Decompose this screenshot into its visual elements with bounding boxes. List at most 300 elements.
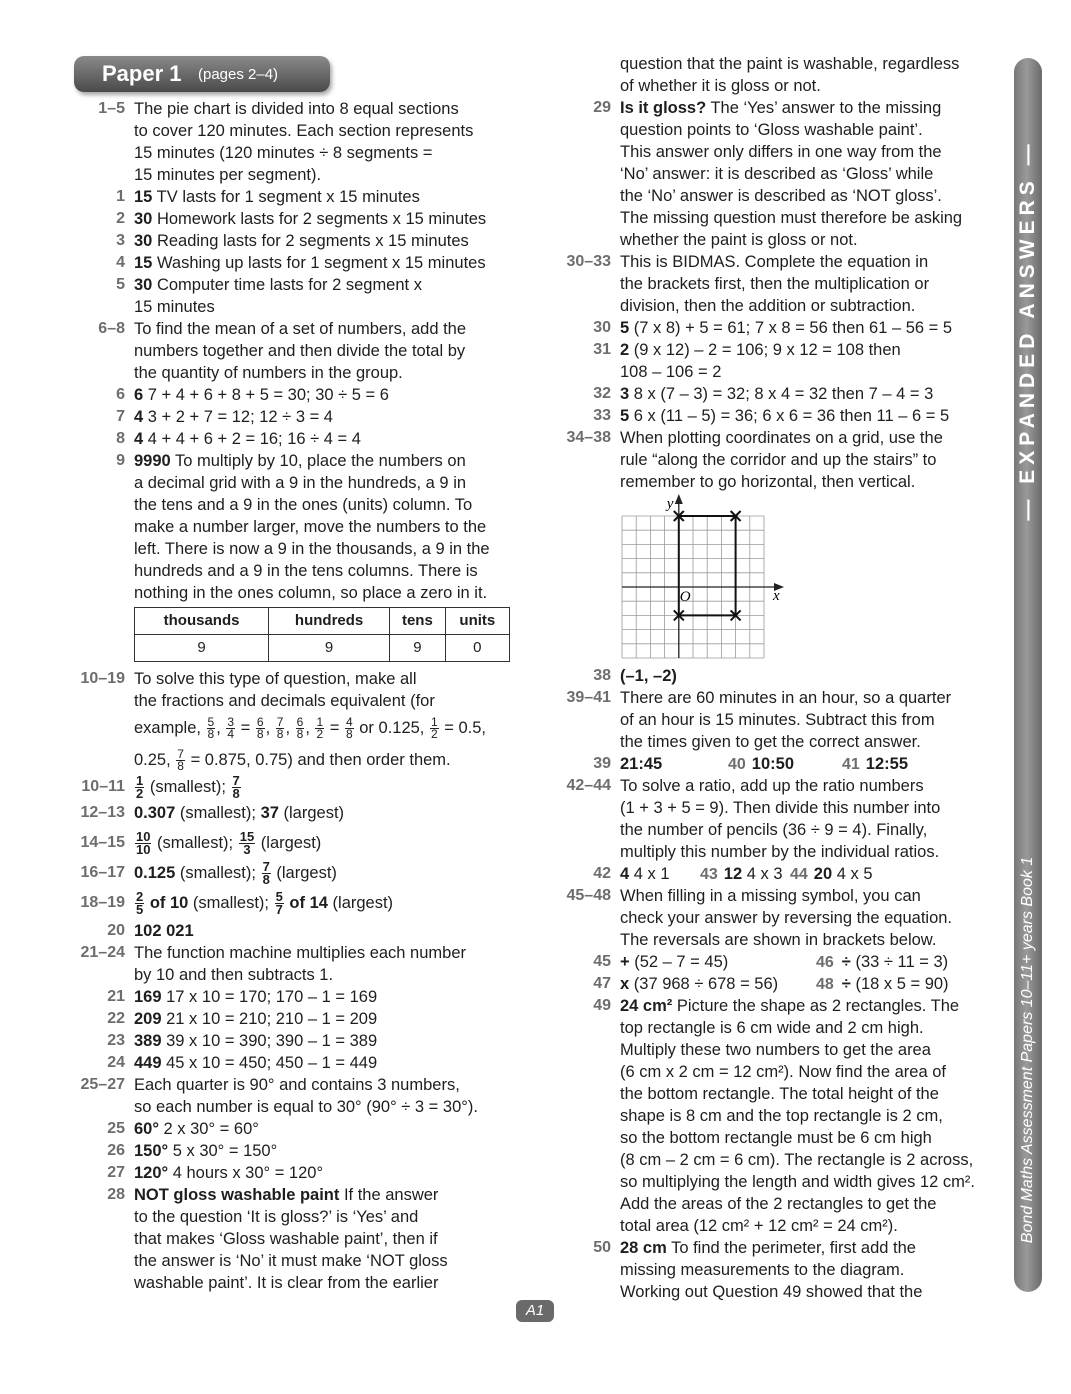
text-line (134, 920, 194, 942)
question-number: 48 (816, 976, 834, 993)
fraction (275, 891, 284, 916)
answer-explanation: The ‘Yes’ answer to the missing (706, 99, 942, 117)
text: 4 x 5 (832, 865, 873, 883)
text-line (134, 802, 344, 824)
text: (largest) (278, 804, 345, 822)
column-header: hundreds (269, 608, 390, 635)
text: 0.25, (134, 751, 176, 769)
question-number: 20 (107, 922, 125, 939)
numerator: 1 (430, 715, 438, 730)
paper-pages: (pages 2–4) (198, 66, 279, 83)
text: = 0.5, (439, 719, 486, 737)
answer-explanation: 4 hours x 30° = 120° (168, 1164, 324, 1182)
text-line (134, 252, 486, 274)
text-line: hundreds and a 9 in the tens columns. There is (134, 562, 478, 580)
answer-24 (107, 1052, 378, 1074)
fraction (135, 775, 144, 800)
fraction (135, 831, 151, 856)
text-line: to the question ‘It is gloss?’ is ‘Yes’ and (134, 1208, 419, 1226)
question-number: 21 (107, 988, 125, 1005)
text-line: When plotting coordinates on a grid, use the (620, 429, 943, 447)
place-value-table (134, 607, 510, 662)
question-number: 5 (116, 276, 125, 293)
text-line (134, 406, 333, 428)
denominator: 8 (256, 727, 264, 742)
numerator: 7 (232, 773, 240, 789)
denominator: 7 (275, 902, 283, 918)
answer-10-19 (80, 668, 486, 776)
column-header: thousands (135, 608, 269, 635)
answer-value: 389 (134, 1032, 162, 1050)
numerator: 3 (227, 715, 235, 730)
coordinate-grid (615, 494, 795, 662)
text-line: so the bottom rectangle must be 6 cm high (620, 1129, 932, 1147)
answer-12-13 (80, 802, 345, 824)
answer-explanation: 17 x 10 = 170; 170 – 1 = 169 (161, 988, 378, 1006)
table-cell: 0 (445, 635, 509, 662)
answer-value: 12 (723, 865, 743, 883)
text-line (620, 383, 933, 405)
text-line: multiply this number by the individual ratios. (620, 843, 940, 861)
question-number: 18–19 (80, 894, 125, 911)
text-line: to cover 120 minutes. Each section represents (134, 122, 474, 140)
text-line: missing measurements to the diagram. (620, 1261, 905, 1279)
answer-explanation: 21 x 10 = 210; 210 – 1 = 209 (161, 1010, 378, 1028)
answer-7 (116, 406, 333, 428)
text-line: When filling in a missing symbol, you can (620, 887, 921, 905)
fraction (315, 717, 324, 740)
text-line: The pie chart is divided into 8 equal sections (134, 100, 459, 118)
answer-value: 5 (620, 407, 630, 425)
text-line: To solve this type of question, make all (134, 670, 417, 688)
text: = (236, 719, 255, 737)
answer-explanation: 2 x 30° = 60° (158, 1120, 259, 1138)
text-line: rule “along the corridor and up the stairs” to (620, 451, 937, 469)
question-number: 28 (107, 1186, 125, 1203)
text: (smallest); (145, 778, 231, 796)
numerator: 6 (256, 715, 264, 730)
paper-heading (74, 56, 330, 92)
text-line (134, 1030, 377, 1052)
answer-value: 449 (134, 1054, 162, 1072)
question-number: 27 (107, 1164, 125, 1181)
numerator: 15 (239, 829, 255, 845)
answer-explanation: 5 x 30° = 150° (168, 1142, 278, 1160)
text-line: of an hour is 15 minutes. Subtract this from (620, 711, 935, 729)
text-line: of whether it is gloss or not. (620, 77, 821, 95)
answer-value: 30 (134, 276, 153, 294)
text-line: ‘No’ answer: it is described as ‘Gloss’ while (620, 165, 934, 183)
answer-value: 15 (134, 188, 153, 206)
text-line: Multiply these two numbers to get the area (620, 1041, 931, 1059)
y-axis-label: y (666, 496, 674, 512)
text-line: 15 minutes (120 minutes ÷ 8 segments = (134, 144, 433, 162)
answer-value: x (620, 975, 630, 993)
answer-value: 5 (620, 319, 630, 337)
text: (largest) (271, 864, 337, 882)
fraction (135, 891, 144, 916)
text-line (134, 274, 422, 296)
table-header-row (135, 608, 510, 635)
text-line: the bottom rectangle. The total height of the (620, 1085, 939, 1103)
answer-value: 9990 (134, 452, 171, 470)
text: (52 – 7 = 45) (629, 953, 729, 971)
answer-30 (593, 317, 953, 339)
text-line (134, 1184, 448, 1206)
denominator: 5 (136, 902, 144, 918)
numerator: 2 (136, 889, 144, 905)
answer-value: 169 (134, 988, 162, 1006)
question-number: 21–24 (80, 944, 125, 961)
answer-explanation: To find the perimeter, first add the (666, 1239, 916, 1257)
answer-value: NOT gloss washable paint (134, 1186, 340, 1204)
text-line: so each number is equal to 30° (90° ÷ 3 = 30°). (134, 1098, 478, 1116)
answer-value: of 14 (284, 894, 328, 912)
numerator: 1 (136, 773, 144, 789)
denominator: 8 (276, 727, 284, 742)
numerator: 4 (345, 715, 353, 730)
answer-18-19 (80, 888, 394, 918)
text-line: 108 – 106 = 2 (620, 363, 722, 381)
text-line: whether the paint is gloss or not. (620, 231, 858, 249)
text-line: washable paint’. It is clear from the earlier (134, 1274, 439, 1292)
text-line: To find the mean of a set of numbers, add the (134, 320, 467, 338)
text-line (134, 1162, 323, 1184)
question-number: 32 (593, 385, 611, 402)
text-line: top rectangle is 6 cm wide and 2 cm high. (620, 1019, 924, 1037)
answer-value: of 10 (145, 894, 189, 912)
text-line (134, 384, 389, 406)
question-number: 50 (593, 1239, 611, 1256)
answer-value: 0.125 (134, 864, 176, 882)
text-line: by 10 and then subtracts 1. (134, 966, 334, 984)
answers-42-44 (593, 863, 1000, 885)
text-line: The function machine multiplies each number (134, 944, 467, 962)
question-number: 34–38 (566, 429, 611, 446)
table-cell: 9 (390, 635, 446, 662)
answer-value: ÷ (841, 975, 851, 993)
x-axis-label: x (773, 588, 780, 604)
text-line: (6 cm x 2 cm = 12 cm²). Now find the area of (620, 1063, 946, 1081)
text-line: Add the areas of the 2 rectangles to get the (620, 1195, 937, 1213)
text: (largest) (256, 834, 322, 852)
text-line: the ‘No’ answer is described as ‘NOT gloss’. (620, 187, 942, 205)
answer-value: 15 (134, 254, 153, 272)
text: , (265, 719, 275, 737)
denominator: 4 (227, 727, 235, 742)
question-number: 38 (593, 667, 611, 684)
text-line: left. There is now a 9 in the thousands, a 9 in the (134, 540, 490, 558)
text-line: division, then the addition or subtraction. (620, 297, 916, 315)
denominator: 8 (262, 872, 270, 888)
text: or 0.125, (354, 719, 429, 737)
text-line (134, 208, 486, 230)
question-number: 1–5 (98, 100, 125, 117)
text: (37 968 ÷ 678 = 56) (629, 975, 779, 993)
text-line (134, 450, 490, 472)
table-cell: 9 (135, 635, 269, 662)
answer-explanation: Picture the shape as 2 rectangles. The (672, 997, 960, 1015)
answer-29 (593, 97, 963, 251)
question-number: 40 (728, 756, 746, 773)
text-line: (1 + 3 + 5 = 9). Then divide this number into (620, 799, 941, 817)
answer-38 (593, 665, 677, 687)
question-number: 10–11 (81, 778, 125, 795)
text-line: question that the paint is washable, regardless (620, 55, 960, 73)
denominator: 2 (430, 727, 438, 742)
question-number: 23 (107, 1032, 125, 1049)
answer-26 (107, 1140, 278, 1162)
answer-3 (116, 230, 469, 252)
text-line: the answer is ‘No’ it must make ‘NOT gloss (134, 1252, 448, 1270)
text-line: 15 minutes (134, 298, 215, 316)
question-number: 24 (107, 1054, 125, 1071)
answer-49 (593, 995, 975, 1237)
text-line: that makes ‘Gloss washable paint’, then if (134, 1230, 438, 1248)
denominator: 8 (177, 759, 184, 774)
answer-20 (107, 920, 194, 942)
text-line: remember to go horizontal, then vertical. (620, 473, 916, 491)
answer-25-27 (80, 1074, 478, 1118)
numerator: 1 (316, 715, 324, 730)
text-line: question points to ‘Gloss washable paint’. (620, 121, 923, 139)
answer-value: 209 (134, 1010, 162, 1028)
answer-value: 6 (134, 386, 144, 404)
answer-value: 10:50 (751, 755, 794, 773)
answer-explanation: 6 x (11 – 5) = 36; 6 x 6 = 36 then 11 – 6 = 5 (629, 407, 950, 425)
y-axis-arrow (675, 494, 683, 504)
text-line: the brackets first, then the multiplication or (620, 275, 930, 293)
answer-value: 102 021 (134, 922, 194, 940)
column-header: tens (390, 608, 446, 635)
answer-value: ÷ (841, 953, 851, 971)
table-cell: 9 (269, 635, 390, 662)
question-number: 3 (116, 232, 125, 249)
question-number: 43 (700, 866, 718, 883)
fraction (430, 717, 439, 740)
text-line (134, 428, 361, 450)
denominator: 2 (316, 727, 324, 742)
answer-50 (593, 1237, 923, 1303)
answer-value: 24 cm² (620, 997, 673, 1015)
answer-25 (107, 1118, 259, 1140)
question-number: 16–17 (80, 864, 125, 881)
fraction (239, 831, 255, 856)
text: (smallest); (175, 864, 261, 882)
answer-34-38 (566, 427, 943, 493)
answer-explanation: TV lasts for 1 segment x 15 minutes (152, 188, 420, 206)
text-line: Each quarter is 90° and contains 3 numbers, (134, 1076, 460, 1094)
text-line: 15 minutes per segment). (134, 166, 322, 184)
answer-value: 150° (134, 1142, 169, 1160)
fraction (276, 717, 285, 740)
answer-explanation: Computer time lasts for 2 segment x (152, 276, 422, 294)
question-number: 33 (593, 407, 611, 424)
origin-label: O (679, 589, 691, 605)
text-line (134, 1140, 277, 1162)
question-number: 31 (593, 341, 611, 358)
question-number: 46 (816, 954, 834, 971)
question-number: 47 (593, 975, 611, 992)
answer-33 (593, 405, 950, 427)
answer-28 (107, 1184, 448, 1294)
fraction (256, 717, 265, 740)
question-number: 26 (107, 1142, 125, 1159)
fraction (226, 717, 235, 740)
answer-explanation: 45 x 10 = 450; 450 – 1 = 449 (161, 1054, 378, 1072)
text-line: check your answer by reversing the equation. (620, 909, 953, 927)
text: (smallest); (175, 804, 261, 822)
answer-31 (593, 339, 901, 383)
answer-value: 37 (260, 804, 279, 822)
text: , (305, 719, 315, 737)
answer-9 (116, 450, 490, 604)
answer-2 (116, 208, 487, 230)
answer-16-17 (80, 858, 337, 888)
numerator: 7 (177, 747, 184, 762)
text: (largest) (327, 894, 394, 912)
answer-value: 3 (620, 385, 630, 403)
text: = 0.875, 0.75) and then order them. (185, 751, 451, 769)
text-line (620, 405, 949, 427)
question-number: 25–27 (80, 1076, 125, 1093)
text-line: a decimal grid with a 9 in the hundreds, a 9 in (134, 474, 467, 492)
numerator: 5 (275, 889, 283, 905)
question-number: 8 (116, 430, 125, 447)
text: (smallest); (152, 834, 238, 852)
text-line (134, 986, 377, 1008)
denominator: 10 (136, 842, 151, 858)
text-line: numbers together and then divide the total by (134, 342, 466, 360)
question-number: 45 (593, 953, 611, 970)
denominator: 8 (207, 727, 215, 742)
text: (smallest); (188, 894, 274, 912)
answer-explanation: (7 x 8) + 5 = 61; 7 x 8 = 56 then 61 – 56 = 5 (629, 319, 953, 337)
text-line (134, 186, 420, 208)
answer-45-48 (566, 885, 953, 951)
answer-1 (116, 186, 420, 208)
answer-value: + (620, 953, 630, 971)
answer-value: 2 (620, 341, 630, 359)
text-line: nothing in the ones column, so place a zero in it. (134, 584, 488, 602)
text: (33 ÷ 11 = 3) (850, 953, 949, 971)
text-line (134, 230, 469, 252)
answer-21 (107, 986, 378, 1008)
text: example, (134, 719, 206, 737)
fraction (262, 861, 271, 886)
answer-23 (107, 1030, 378, 1052)
text: , (285, 719, 295, 737)
answer-explanation: 7 + 4 + 6 + 8 + 5 = 30; 30 ÷ 5 = 6 (143, 386, 389, 404)
question-number: 29 (593, 99, 611, 116)
answer-4 (116, 252, 486, 274)
text-line (620, 1237, 922, 1259)
answer-32 (593, 383, 934, 405)
answer-21-24 (80, 942, 467, 986)
text-line (134, 1008, 377, 1030)
question-number: 30 (593, 319, 611, 336)
answer-value: 120° (134, 1164, 169, 1182)
text-line (620, 317, 952, 339)
text: (18 x 5 = 90) (850, 975, 949, 993)
fraction (345, 717, 354, 740)
question-number: 42 (593, 865, 611, 882)
text-line: There are 60 minutes in an hour, so a quarter (620, 689, 952, 707)
answer-14-15 (80, 828, 322, 858)
question-number: 39–41 (566, 689, 611, 706)
answer-6-8 (98, 318, 467, 384)
table-row (135, 635, 510, 662)
answer-explanation: 39 x 10 = 390; 390 – 1 = 389 (161, 1032, 378, 1050)
answer-10-11 (81, 772, 242, 802)
answer-explanation: Washing up lasts for 1 segment x 15 minutes (152, 254, 486, 272)
sidebar-book-title: Bond Maths Assessment Papers 10–11+ years Book 1 (1019, 856, 1036, 1244)
denominator: 3 (243, 842, 251, 858)
answer-value: 12:55 (865, 755, 908, 773)
answer-22 (107, 1008, 378, 1030)
text-line (620, 339, 901, 361)
fraction (207, 717, 216, 740)
answer-value: 4 (134, 430, 144, 448)
text-line (620, 665, 677, 687)
text-line (134, 712, 486, 744)
answer-value: 60° (134, 1120, 159, 1138)
question-number: 39 (593, 755, 611, 772)
text-line: The missing question must therefore be asking (620, 209, 963, 227)
question-number: 6 (116, 386, 125, 403)
answer-value: 30 (134, 232, 153, 250)
text-line: the fractions and decimals equivalent (for (134, 692, 435, 710)
denominator: 8 (232, 786, 240, 802)
text-line: total area (12 cm² + 12 cm² = 24 cm²). (620, 1217, 898, 1235)
numerator: 5 (207, 715, 215, 730)
text-line: so multiplying the length and width gives 12 cm². (620, 1173, 975, 1191)
question-number: 22 (107, 1010, 125, 1027)
answer-value: 21:45 (620, 755, 663, 773)
question-number: 14–15 (80, 834, 125, 851)
question-number: 25 (107, 1120, 125, 1137)
page-number: A1 (516, 1300, 554, 1322)
answer-explanation: Homework lasts for 2 segments x 15 minutes (152, 210, 487, 228)
numerator: 7 (276, 715, 284, 730)
text: 4 x 3 (742, 865, 783, 883)
answers-39-41 (593, 753, 1000, 775)
denominator: 8 (345, 727, 353, 742)
text-line: the tens and a 9 in the ones (units) column. To (134, 496, 473, 514)
answer-8 (116, 428, 361, 450)
question-number: 2 (116, 210, 125, 227)
question-number: 49 (593, 997, 611, 1014)
question-number: 44 (790, 866, 808, 883)
text-line: Working out Question 49 showed that the (620, 1283, 923, 1301)
text-line: the times given to get the correct answer. (620, 733, 921, 751)
answer-42-44 (566, 775, 941, 863)
question-number: 12–13 (80, 804, 125, 821)
text-line (134, 1118, 259, 1140)
answer-27 (107, 1162, 324, 1184)
answer-explanation: 8 x (7 – 3) = 32; 8 x 4 = 32 then 7 – 4 = 3 (629, 385, 934, 403)
paper-title: Paper 1 (102, 61, 182, 86)
numerator: 10 (136, 829, 151, 845)
answer-explanation: To multiply by 10, place the numbers on (170, 452, 466, 470)
answer-value: (–1, –2) (620, 667, 677, 685)
answer-6 (116, 384, 389, 406)
answer-value: 30 (134, 210, 153, 228)
text: 4 x 1 (629, 865, 670, 883)
answer-value: 20 (813, 865, 833, 883)
answer-value: 0.307 (134, 804, 176, 822)
sidebar-section-title: — EXPANDED ANSWERS — (1016, 139, 1039, 521)
